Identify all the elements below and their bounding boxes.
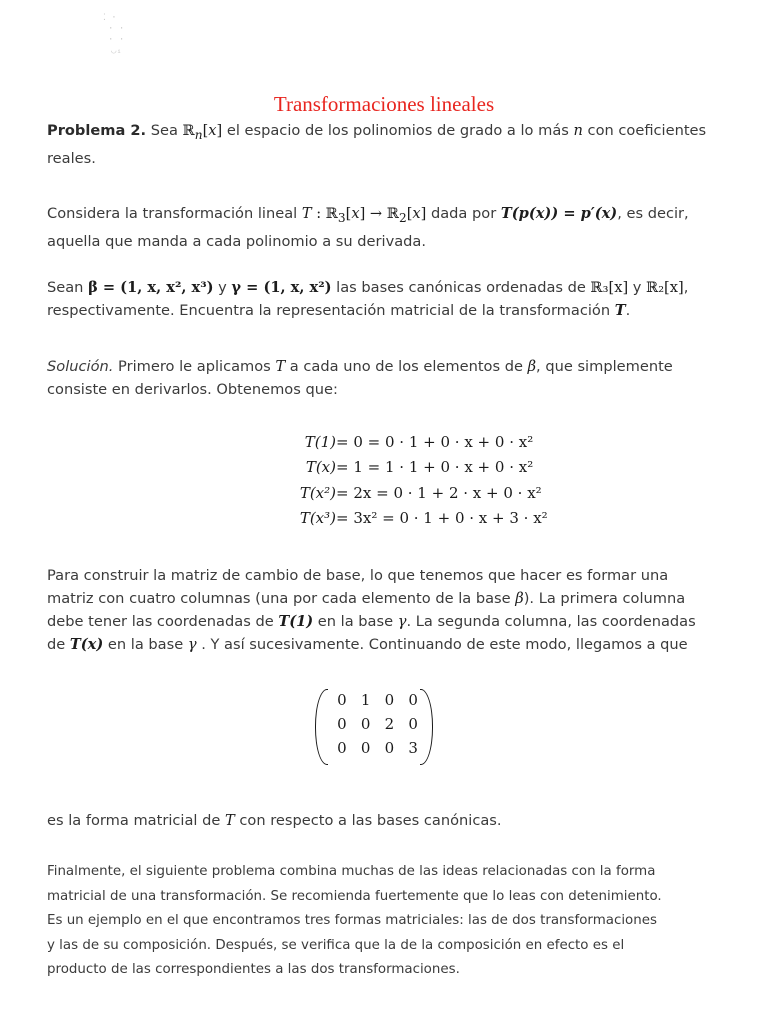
equation-rhs: = 2x = 0 · 1 + 2 · x + 0 · x² (336, 483, 542, 502)
scan-speck: ⁚ · (103, 13, 117, 23)
scan-speck: · · (108, 24, 125, 34)
text-segment: con respecto a las bases canónicas. (234, 812, 502, 829)
text-segment: Sean (47, 279, 89, 296)
problem-statement (47, 119, 707, 170)
math-T: T (614, 302, 626, 319)
math-gamma: γ (187, 636, 197, 653)
math-R3: ℝ₃[x] (590, 279, 629, 296)
closing-paragraph: Finalmente, el siguiente problema combina muchas de las ideas relacionadas con la forma matricial de una transformación. Se recomienda fuertemente que lo leas con detenimiento. Es un ejemplo en el que encontramos tres formas matriciales: las de dos transformaciones y las de su composición. Después, se verifica que la de la composición en efecto es el producto de las correspondientes a las dos transformaciones. (47, 864, 662, 977)
bases-statement (47, 276, 707, 322)
matrix-cell: 0 (360, 715, 371, 733)
text-segment: y (628, 279, 647, 296)
solution-intro (47, 355, 707, 401)
scan-speck: ◡ᵢ (111, 46, 122, 56)
text-segment: Primero le aplicamos (113, 358, 276, 375)
text-segment: en la base (103, 636, 188, 653)
text-segment: Sea (150, 122, 183, 139)
math-T: T (225, 812, 235, 829)
text-segment: y (213, 279, 232, 296)
math-beta: β (527, 358, 537, 375)
text-segment: en la base (313, 613, 398, 630)
math-map: T : ℝ$_3$[x] → ℝ$_2$[x] (301, 205, 427, 225)
text-segment: , es decir, aquella que manda a cada polinomio a su derivada. (47, 205, 689, 250)
math-T: T (275, 358, 286, 375)
matrix-cell: 0 (337, 715, 347, 733)
equation-row (0, 480, 768, 506)
text-segment: es la forma matricial de (47, 812, 225, 829)
matrix-cell: 3 (408, 739, 418, 757)
equation-rhs: = 1 = 1 · 1 + 0 · x + 0 · x² (336, 458, 534, 477)
equation-rhs: = 0 = 0 · 1 + 0 · x + 0 · x² (336, 432, 534, 451)
math-R2: ℝ₂[x] (646, 279, 684, 296)
text-segment: . (625, 302, 631, 319)
matrix-grid (330, 691, 425, 758)
text-segment: las bases canónicas ordenadas de (331, 279, 591, 296)
equation-lhs: T(x²) (299, 483, 336, 502)
math-gamma-basis: γ = (1, x, x²) (231, 279, 332, 296)
matrix-display (313, 687, 435, 767)
text-segment: a cada uno de los elementos de (285, 358, 528, 375)
problem-label: Problema 2. (47, 122, 147, 139)
text-segment: dada por (426, 205, 501, 222)
solution-label: Solución. (47, 358, 114, 375)
text-segment: el espacio de los polinomios de grado a lo más (222, 122, 574, 139)
matrix-cell: 0 (337, 691, 347, 709)
math-T1: T(1) (278, 613, 314, 630)
text-segment: Para construir la matriz de cambio de base, lo que tenemos que hacer es formar una matriz con cuatro columnas (una por cada elemento de la base (47, 567, 669, 607)
equation-lhs: T(x³) (299, 509, 336, 528)
matrix-cell: 0 (408, 691, 418, 709)
matrix-construction-text (47, 564, 707, 656)
text-segment: ). La primera columna debe tener las coordenadas de (47, 590, 686, 630)
scan-speck: · · (108, 35, 125, 45)
text-segment: con coeficientes reales. (47, 122, 707, 167)
math-beta: β (515, 590, 524, 607)
text-segment: , respectivamente. Encuentra la representación matricial de la transformación (47, 279, 689, 319)
equation-row (0, 506, 768, 532)
equation-rhs: = 3x² = 0 · 1 + 0 · x + 3 · x² (336, 509, 548, 528)
matrix-cell: 1 (360, 691, 371, 709)
math-beta-basis: β = (1, x, x², x³) (88, 279, 214, 296)
matrix-cell: 0 (384, 739, 395, 757)
math-gamma: γ (397, 613, 407, 630)
math-derivative-def: T(p(x)) = p′(x) (500, 205, 618, 222)
text-segment: Considera la transformación lineal (47, 205, 302, 222)
math-polynomial-space: ℝ$_n$[x] (182, 122, 223, 142)
matrix-conclusion (47, 809, 707, 832)
equation-row (0, 455, 768, 481)
matrix-cell: 0 (408, 715, 418, 733)
matrix-cell: 2 (384, 715, 395, 733)
equation-block (0, 429, 768, 531)
matrix-cell: 0 (337, 739, 347, 757)
equation-row (0, 429, 768, 455)
text-segment: . La segunda columna, las coordenadas de (47, 613, 696, 653)
math-n: n (573, 122, 583, 139)
text-segment: , que simplemente consiste en derivarlos. Obtenemos que: (47, 358, 673, 398)
text-segment: . Y así sucesivamente. Continuando de este modo, llegamos a que (196, 636, 688, 653)
transformation-definition (47, 202, 707, 253)
page-title: Transformaciones lineales (273, 92, 495, 116)
math-Tx: T(x) (69, 636, 104, 653)
equation-lhs: T(1) (304, 432, 336, 451)
matrix-cell: 0 (384, 691, 395, 709)
left-paren (315, 689, 328, 765)
matrix-cell: 0 (360, 739, 371, 757)
equation-lhs: T(x) (305, 458, 336, 477)
